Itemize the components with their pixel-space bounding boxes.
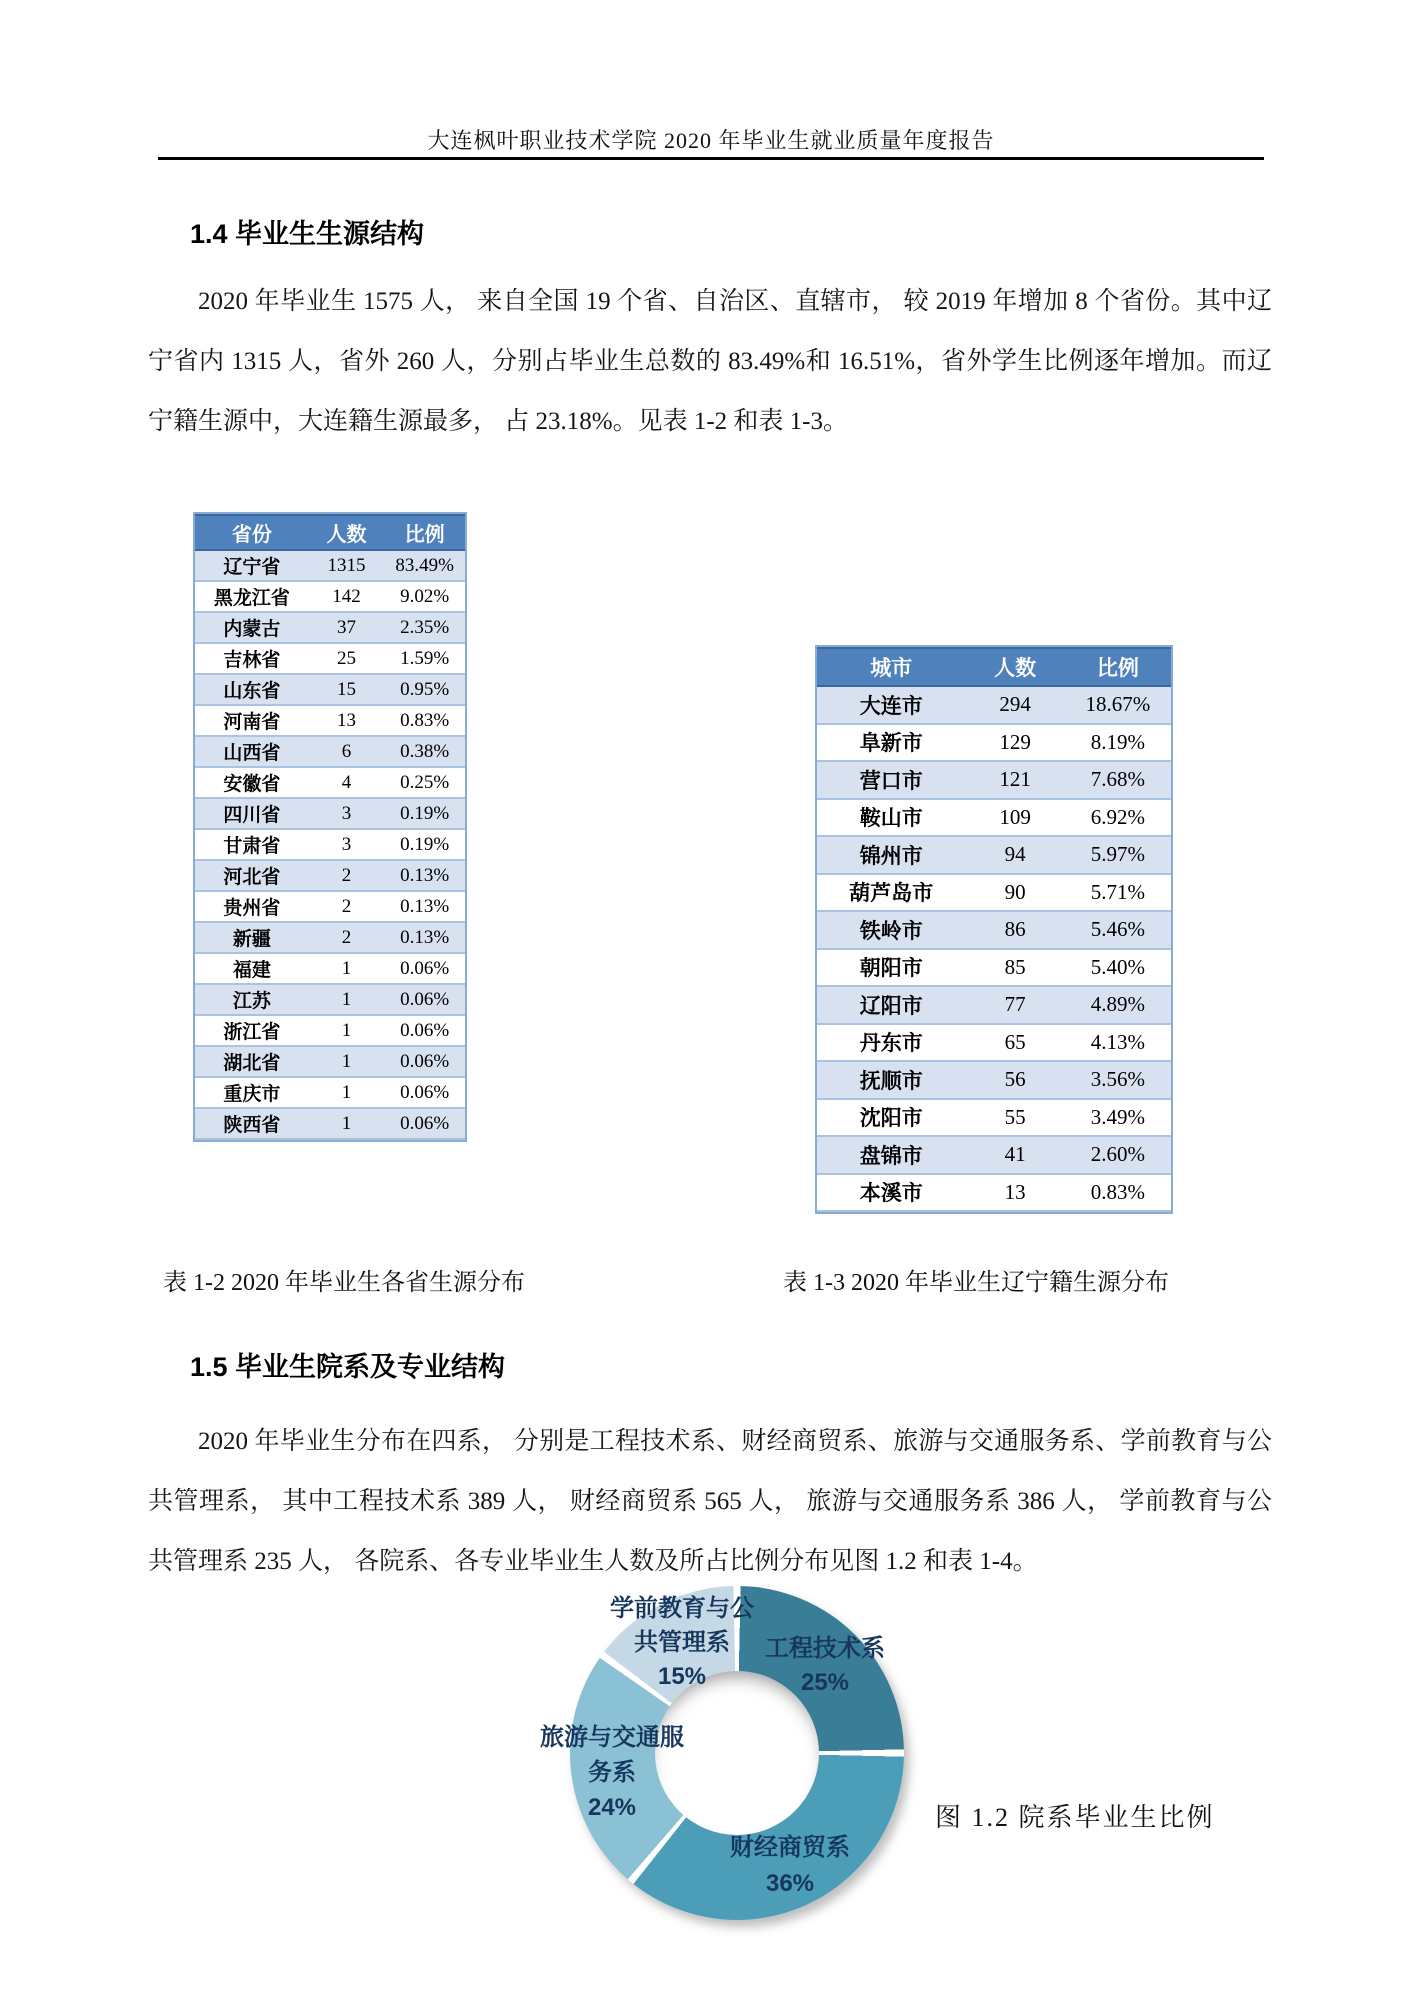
count-cell: 142 <box>309 582 385 613</box>
city-row <box>817 1025 1171 1063</box>
percent-cell: 1.59% <box>384 644 465 675</box>
count-cell: 6 <box>309 737 385 768</box>
region-cell: 山西省 <box>195 737 309 768</box>
count-cell: 37 <box>309 613 385 644</box>
province-row <box>195 799 465 830</box>
label-percent: 36% <box>765 1870 815 1897</box>
province-row <box>195 706 465 737</box>
percent-cell: 0.06% <box>384 1109 465 1140</box>
province-row <box>195 1109 465 1140</box>
section-heading-1-5: 1.5 毕业生院系及专业结构 <box>190 1352 506 1382</box>
region-cell: 江苏 <box>195 985 309 1016</box>
percent-cell: 5.71% <box>1065 875 1171 913</box>
city-row <box>817 1100 1171 1138</box>
percent-cell: 0.13% <box>384 892 465 923</box>
count-cell: 121 <box>966 762 1065 800</box>
percent-cell: 0.13% <box>384 923 465 954</box>
province-col-header: 省份 <box>195 514 309 551</box>
count-cell: 56 <box>966 1062 1065 1100</box>
province-table-head <box>195 514 465 551</box>
count-cell: 2 <box>309 861 385 892</box>
province-row <box>195 675 465 706</box>
province-row <box>195 1078 465 1109</box>
region-cell: 抚顺市 <box>817 1062 966 1100</box>
count-cell: 1 <box>309 985 385 1016</box>
count-cell: 13 <box>966 1175 1065 1213</box>
count-cell: 4 <box>309 768 385 799</box>
percent-cell: 9.02% <box>384 582 465 613</box>
city-row <box>817 1137 1171 1175</box>
region-cell: 甘肃省 <box>195 830 309 861</box>
region-cell: 铁岭市 <box>817 912 966 950</box>
label-line: 旅游与交通服 <box>540 1724 684 1751</box>
percent-cell: 3.49% <box>1065 1100 1171 1138</box>
city-row <box>817 987 1171 1025</box>
region-cell: 贵州省 <box>195 892 309 923</box>
province-row <box>195 892 465 923</box>
region-cell: 山东省 <box>195 675 309 706</box>
percent-cell: 0.06% <box>384 1078 465 1109</box>
region-cell: 鞍山市 <box>817 800 966 838</box>
count-cell: 1315 <box>309 551 385 582</box>
section-1-4-paragraph: 2020 年毕业生 1575 人， 来自全国 19 个省、自治区、直辖市， 较 2019 年增加 8 个省份。其中辽宁省内 1315 人，省外 260 人，分别占毕业生总数的 83.49%和 16.51%，省外学生比例逐年增加。而辽宁籍生源中，大连籍生源最多， 占 23.18%。见表 1-2 和表 1-3。 <box>148 288 1272 435</box>
city-row <box>817 762 1171 800</box>
label-line: 学前教育与公 <box>610 1595 754 1622</box>
percent-cell: 0.06% <box>384 954 465 985</box>
city-header-row <box>817 647 1171 687</box>
ratio-col-header: 比例 <box>384 514 465 551</box>
region-cell: 辽宁省 <box>195 551 309 582</box>
section-heading-1-4: 1.4 毕业生生源结构 <box>190 219 425 249</box>
province-row <box>195 1047 465 1078</box>
label-line: 财经商贸系 <box>730 1834 850 1861</box>
count-cell: 41 <box>966 1137 1065 1175</box>
province-row <box>195 737 465 768</box>
city-row <box>817 912 1171 950</box>
province-row <box>195 830 465 861</box>
province-row <box>195 613 465 644</box>
percent-cell: 83.49% <box>384 551 465 582</box>
figure-1-2-caption: 图 1.2 院系毕业生比例 <box>935 1803 1215 1832</box>
province-table-body <box>195 551 465 1140</box>
city-row <box>817 837 1171 875</box>
label-percent: 24% <box>587 1794 637 1821</box>
region-cell: 盘锦市 <box>817 1137 966 1175</box>
province-row <box>195 582 465 613</box>
percent-cell: 5.46% <box>1065 912 1171 950</box>
percent-cell: 4.89% <box>1065 987 1171 1025</box>
region-cell: 辽阳市 <box>817 987 966 1025</box>
percent-cell: 0.06% <box>384 1047 465 1078</box>
header-divider-rule <box>158 157 1264 160</box>
percent-cell: 0.38% <box>384 737 465 768</box>
label-percent: 15% <box>657 1663 707 1690</box>
count-cell: 109 <box>966 800 1065 838</box>
city-row <box>817 950 1171 988</box>
province-row <box>195 644 465 675</box>
document-header-title: 大连枫叶职业技术学院 2020 年毕业生就业质量年度报告 <box>427 128 995 153</box>
region-cell: 阜新市 <box>817 725 966 763</box>
count-cell: 13 <box>309 706 385 737</box>
percent-cell: 0.83% <box>1065 1175 1171 1213</box>
table-1-3-caption: 表 1-3 2020 年毕业生辽宁籍生源分布 <box>783 1270 1169 1296</box>
count-cell: 94 <box>966 837 1065 875</box>
region-cell: 锦州市 <box>817 837 966 875</box>
count-cell: 25 <box>309 644 385 675</box>
count-cell: 86 <box>966 912 1065 950</box>
percent-cell: 8.19% <box>1065 725 1171 763</box>
count-cell: 1 <box>309 954 385 985</box>
ratio-col-header: 比例 <box>1065 647 1171 687</box>
city-row <box>817 1175 1171 1213</box>
label-line: 共管理系 <box>634 1629 730 1656</box>
label-line: 工程技术系 <box>765 1635 885 1662</box>
count-cell: 3 <box>309 799 385 830</box>
province-row <box>195 768 465 799</box>
region-cell: 陕西省 <box>195 1109 309 1140</box>
count-cell: 77 <box>966 987 1065 1025</box>
province-row <box>195 954 465 985</box>
city-row <box>817 1062 1171 1100</box>
region-cell: 四川省 <box>195 799 309 830</box>
count-cell: 3 <box>309 830 385 861</box>
count-cell: 90 <box>966 875 1065 913</box>
percent-cell: 0.19% <box>384 830 465 861</box>
count-cell: 1 <box>309 1109 385 1140</box>
percent-cell: 0.06% <box>384 985 465 1016</box>
region-cell: 吉林省 <box>195 644 309 675</box>
percent-cell: 7.68% <box>1065 762 1171 800</box>
region-cell: 浙江省 <box>195 1016 309 1047</box>
region-cell: 安徽省 <box>195 768 309 799</box>
region-cell: 河南省 <box>195 706 309 737</box>
count-cell: 129 <box>966 725 1065 763</box>
city-col-header: 城市 <box>817 647 966 687</box>
donut-label-finance-dept <box>700 1830 880 1902</box>
region-cell: 新疆 <box>195 923 309 954</box>
percent-cell: 4.13% <box>1065 1025 1171 1063</box>
city-row <box>817 687 1171 725</box>
percent-cell: 3.56% <box>1065 1062 1171 1100</box>
region-cell: 朝阳市 <box>817 950 966 988</box>
region-cell: 湖北省 <box>195 1047 309 1078</box>
city-row <box>817 875 1171 913</box>
province-row <box>195 551 465 582</box>
province-row <box>195 861 465 892</box>
province-row <box>195 985 465 1016</box>
count-cell: 55 <box>966 1100 1065 1138</box>
percent-cell: 18.67% <box>1065 687 1171 725</box>
count-cell: 294 <box>966 687 1065 725</box>
province-table <box>193 512 467 1142</box>
count-cell: 65 <box>966 1025 1065 1063</box>
region-cell: 丹东市 <box>817 1025 966 1063</box>
region-cell: 重庆市 <box>195 1078 309 1109</box>
percent-cell: 6.92% <box>1065 800 1171 838</box>
region-cell: 沈阳市 <box>817 1100 966 1138</box>
region-cell: 葫芦岛市 <box>817 875 966 913</box>
count-cell: 1 <box>309 1078 385 1109</box>
province-origin-table <box>193 512 467 1142</box>
city-origin-table <box>815 645 1173 1214</box>
section-1-5-paragraph: 2020 年毕业生分布在四系， 分别是工程技术系、财经商贸系、旅游与交通服务系、学前教育与公共管理系， 其中工程技术系 389 人， 财经商贸系 565 人， 旅游与交通服务系 386 人， 学前教育与公共管理系 235 人， 各院系、各专业毕业生人数及所占比例分布见图 1.2 和表 1-4。 <box>148 1428 1272 1575</box>
percent-cell: 0.13% <box>384 861 465 892</box>
city-row <box>817 725 1171 763</box>
region-cell: 黑龙江省 <box>195 582 309 613</box>
percent-cell: 0.25% <box>384 768 465 799</box>
percent-cell: 5.40% <box>1065 950 1171 988</box>
city-row <box>817 800 1171 838</box>
count-cell: 15 <box>309 675 385 706</box>
count-col-header: 人数 <box>309 514 385 551</box>
percent-cell: 2.60% <box>1065 1137 1171 1175</box>
region-cell: 河北省 <box>195 861 309 892</box>
region-cell: 内蒙古 <box>195 613 309 644</box>
percent-cell: 0.19% <box>384 799 465 830</box>
city-table-body <box>817 687 1171 1212</box>
percent-cell: 0.06% <box>384 1016 465 1047</box>
province-row <box>195 923 465 954</box>
label-percent: 25% <box>800 1669 850 1696</box>
percent-cell: 5.97% <box>1065 837 1171 875</box>
region-cell: 福建 <box>195 954 309 985</box>
count-cell: 85 <box>966 950 1065 988</box>
percent-cell: 0.95% <box>384 675 465 706</box>
count-cell: 1 <box>309 1047 385 1078</box>
city-table-head <box>817 647 1171 687</box>
table-1-2-caption: 表 1-2 2020 年毕业生各省生源分布 <box>163 1270 525 1296</box>
city-table <box>815 645 1173 1214</box>
region-cell: 营口市 <box>817 762 966 800</box>
donut-label-engineering-dept <box>740 1632 910 1700</box>
count-cell: 2 <box>309 892 385 923</box>
region-cell: 大连市 <box>817 687 966 725</box>
label-line: 务系 <box>588 1759 636 1786</box>
region-cell: 本溪市 <box>817 1175 966 1213</box>
donut-label-tourism-dept <box>522 1720 702 1825</box>
count-col-header: 人数 <box>966 647 1065 687</box>
province-header-row <box>195 514 465 551</box>
count-cell: 2 <box>309 923 385 954</box>
province-row <box>195 1016 465 1047</box>
percent-cell: 0.83% <box>384 706 465 737</box>
percent-cell: 2.35% <box>384 613 465 644</box>
count-cell: 1 <box>309 1016 385 1047</box>
